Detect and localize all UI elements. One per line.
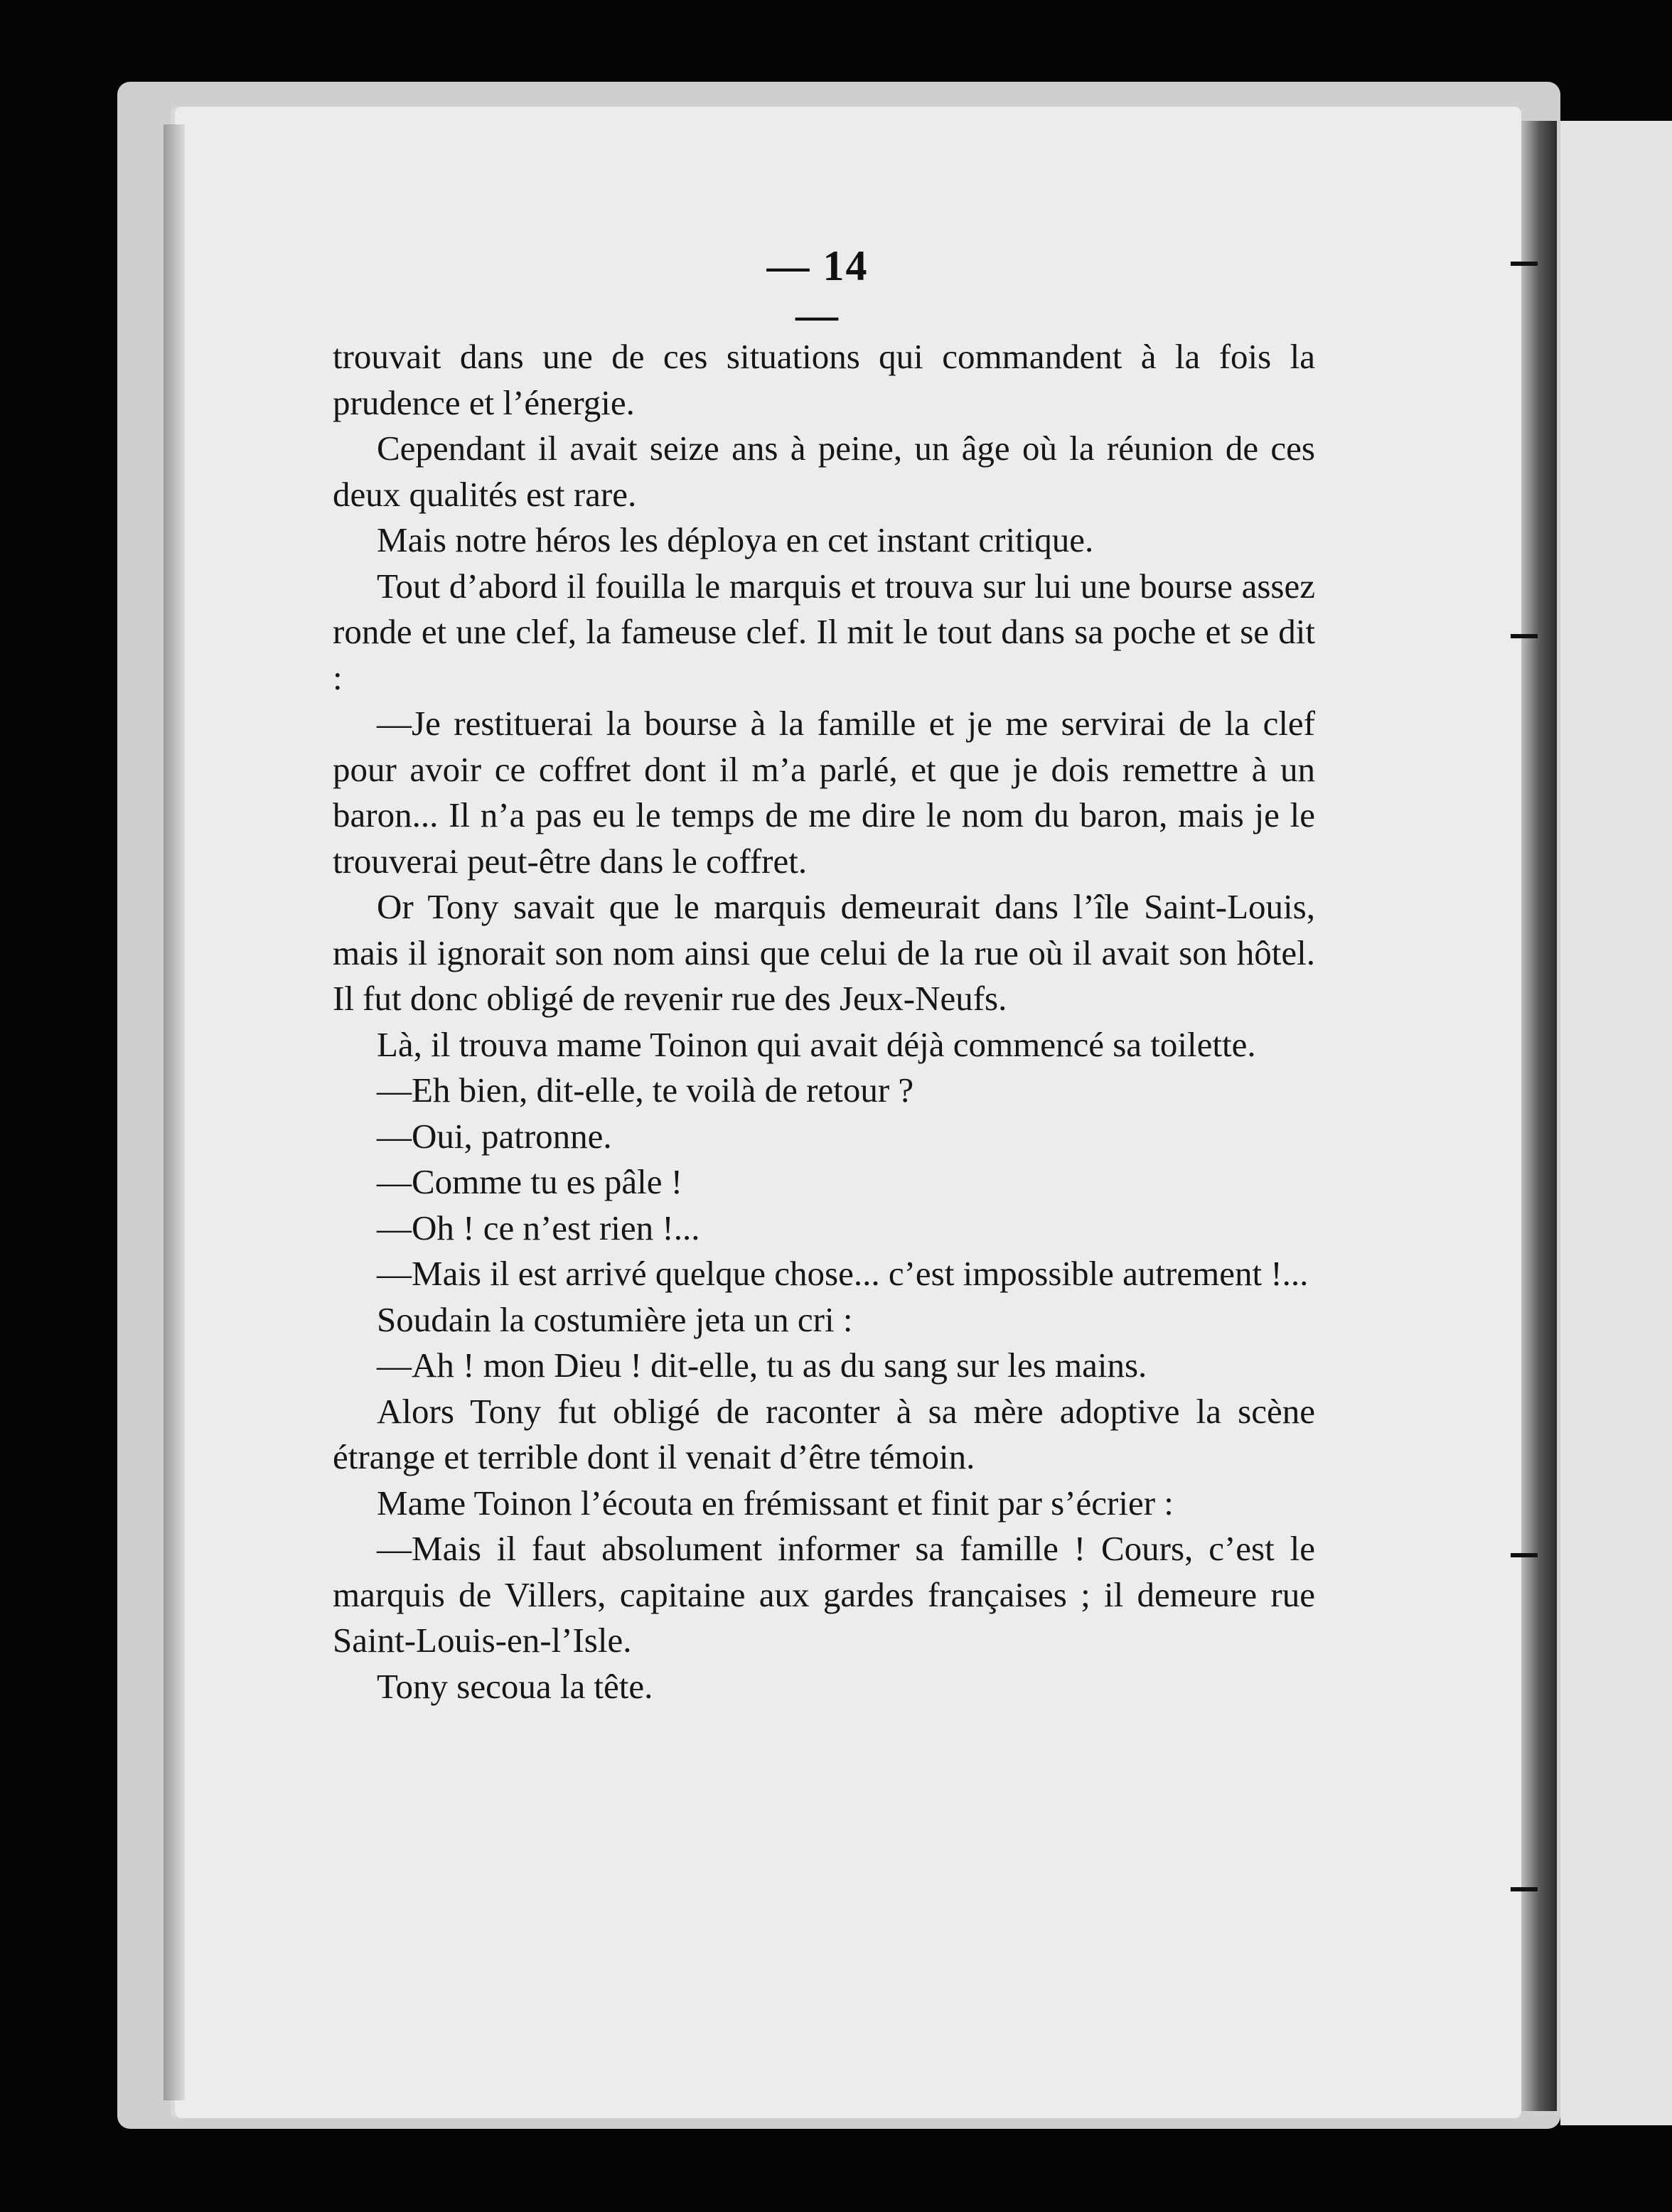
book-spine-edge [1521, 121, 1557, 2111]
paragraph: Tony secoua la tête. [377, 1666, 653, 1706]
paragraph: —Eh bien, dit-elle, te voilà de retour ? [377, 1070, 914, 1110]
spine-mark [1511, 262, 1538, 266]
paragraph: Mais notre héros les déploya en cet instant critique. [377, 520, 1094, 559]
paragraph: —Je restituerai la bourse à la famille et je me servirai de la clef pour avoir ce coffret dont il m’a parlé, et que je dois remettre à un baron... Il n’a pas eu le temps de me dire le nom du baron, mais je le trouverai peut-être dans le coffret. [333, 704, 1315, 881]
paragraph: Soudain la costumière jeta un cri : [377, 1299, 853, 1339]
paragraph: —Mais il est arrivé quelque chose... c’est impossible autrement !... [377, 1254, 1309, 1293]
spine-mark [1511, 1553, 1538, 1557]
paragraph: trouvait dans une de ces situations qui commandent à la fois la prudence et l’énergie. [333, 337, 1315, 422]
paragraph: —Ah ! mon Dieu ! dit-elle, tu as du sang sur les mains. [377, 1346, 1147, 1385]
paragraph: Alors Tony fut obligé de raconter à sa mère adoptive la scène étrange et terrible dont il venait d’être témoin. [333, 1391, 1315, 1476]
paragraph: —Mais il faut absolument informer sa famille ! Cours, c’est le marquis de Villers, capitaine aux gardes françaises ; il demeure rue Saint-Louis-en-l’Isle. [333, 1529, 1315, 1660]
facing-page-strip [1560, 121, 1672, 2125]
page-number: — 14 — [766, 242, 869, 338]
paragraph: —Oui, patronne. [377, 1116, 612, 1156]
page-gutter-shadow [164, 124, 185, 2100]
paragraph: —Oh ! ce n’est rien !... [377, 1208, 700, 1247]
paragraph: —Comme tu es pâle ! [377, 1162, 683, 1201]
spine-mark [1511, 634, 1538, 638]
paragraph: Or Tony savait que le marquis demeurait dans l’île Saint-Louis, mais il ignorait son nom ainsi que celui de la rue où il avait son hôtel. Il fut donc obligé de revenir rue des Jeux-Neufs. [333, 887, 1315, 1018]
paragraph: Tout d’abord il fouilla le marquis et trouva sur lui une bourse assez ronde et une clef, la fameuse clef. Il mit le tout dans sa poche et se dit : [333, 566, 1315, 697]
paragraph: Mame Toinon l’écouta en frémissant et finit par s’écrier : [377, 1483, 1174, 1523]
spine-mark [1511, 1887, 1538, 1891]
paragraph: Cependant il avait seize ans à peine, un âge où la réunion de ces deux qualités est rare. [333, 429, 1315, 514]
paragraph: Là, il trouva mame Toinon qui avait déjà commencé sa toilette. [377, 1024, 1256, 1064]
page-text [333, 334, 1315, 1709]
